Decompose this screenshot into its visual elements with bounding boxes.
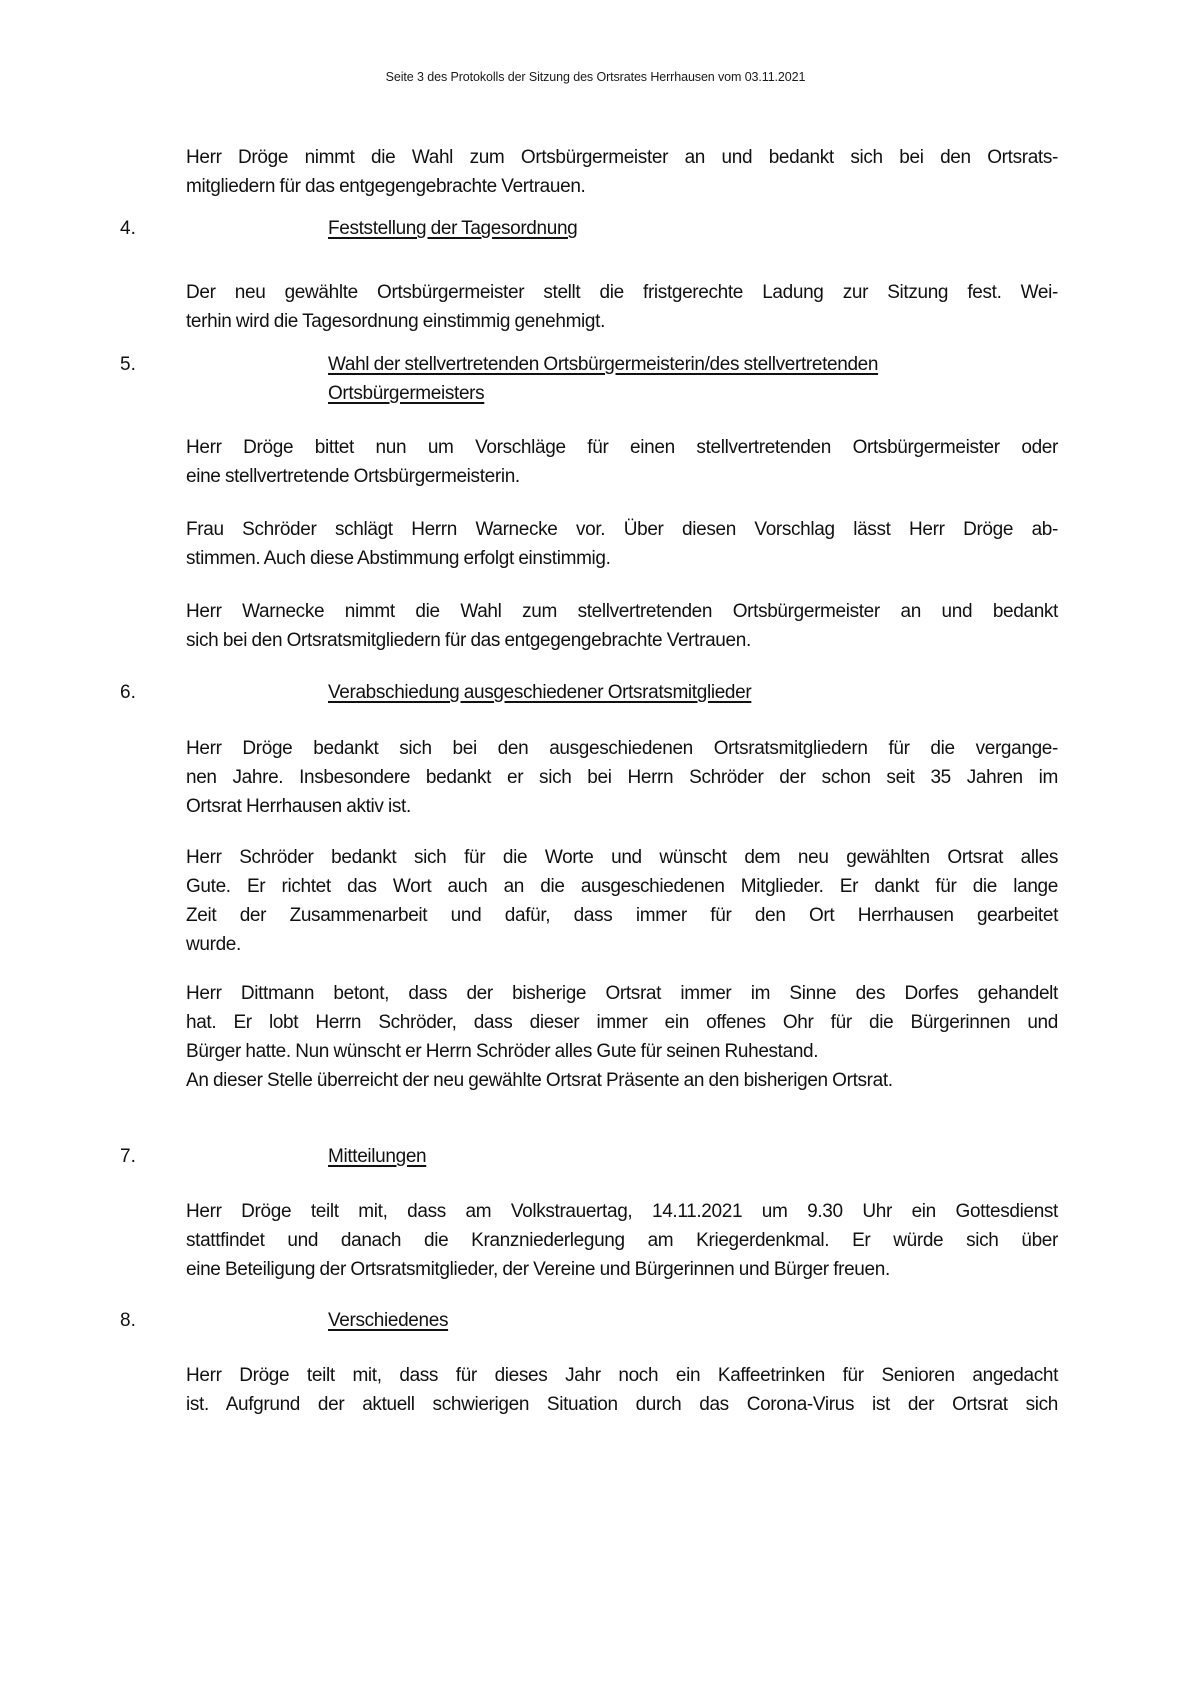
text-line: Zeit der Zusammenarbeit und dafür, dass immer für den Ort Herrhausen gearbeitet — [186, 905, 1058, 926]
text-line: eine Beteiligung der Ortsratsmitglieder, der Vereine und Bürgerinnen und Bürger freuen. — [186, 1259, 890, 1280]
section-title-4 — [328, 214, 577, 243]
text-line: sich bei den Ortsratsmitgliedern für das entgegengebrachte Vertrauen. — [186, 630, 751, 651]
text-line: stattfindet und danach die Kranzniederlegung am Kriegerdenkmal. Er würde sich über — [186, 1230, 1058, 1251]
section-number-8: 8. — [120, 1310, 136, 1331]
section-6-paragraph-1 — [186, 734, 1058, 821]
text-line: Ortsrat Herrhausen aktiv ist. — [186, 796, 411, 817]
text-line: ist. Aufgrund der aktuell schwierigen Situation durch das Corona-Virus ist der Ortsrat sich — [186, 1394, 1058, 1415]
section-4-paragraph-1 — [186, 278, 1058, 336]
text-line: Herr Dröge teilt mit, dass für dieses Jahr noch ein Kaffeetrinken für Senioren angedacht — [186, 1365, 1058, 1386]
text-line: Herr Dröge teilt mit, dass am Volkstrauertag, 14.11.2021 um 9.30 Uhr ein Gottesdienst — [186, 1201, 1058, 1222]
section-heading: Mitteilungen — [328, 1146, 427, 1167]
section-title-5 — [328, 350, 878, 408]
text-line: Herr Schröder bedankt sich für die Worte und wünscht dem neu gewählten Ortsrat alles — [186, 847, 1058, 868]
text-line: Frau Schröder schlägt Herrn Warnecke vor. Über diesen Vorschlag lässt Herr Dröge ab- — [186, 519, 1058, 540]
section-title-7 — [328, 1142, 426, 1171]
section-6-paragraph-2 — [186, 843, 1058, 959]
text-line: stimmen. Auch diese Abstimmung erfolgt einstimmig. — [186, 548, 611, 569]
text-line: Der neu gewählte Ortsbürgermeister stellt die fristgerechte Ladung zur Sitzung fest. Wei- — [186, 282, 1058, 303]
text-line: An dieser Stelle überreicht der neu gewählte Ortsrat Präsente an den bisherigen Ortsrat. — [186, 1070, 893, 1091]
text-line: Herr Dröge bedankt sich bei den ausgeschiedenen Ortsratsmitgliedern für die vergange- — [186, 738, 1058, 759]
section-heading: Ortsbürgermeisters — [328, 383, 485, 404]
text-line: eine stellvertretende Ortsbürgermeisterin. — [186, 466, 520, 487]
section-6-paragraph-3 — [186, 979, 1058, 1095]
text-line: wurde. — [186, 934, 241, 955]
section-number-5: 5. — [120, 354, 136, 375]
text-line: terhin wird die Tagesordnung einstimmig genehmigt. — [186, 311, 606, 332]
section-heading: Feststellung der Tagesordnung — [328, 218, 578, 239]
text-line: Gute. Er richtet das Wort auch an die ausgeschiedenen Mitglieder. Er dankt für die lange — [186, 876, 1058, 897]
text-line: hat. Er lobt Herrn Schröder, dass dieser immer ein offenes Ohr für die Bürgerinnen und — [186, 1012, 1058, 1033]
section-heading: Wahl der stellvertretenden Ortsbürgermeisterin/des stellvertretenden — [328, 354, 879, 375]
section-5-paragraph-3 — [186, 597, 1058, 655]
section-number-7: 7. — [120, 1146, 136, 1167]
section-5-paragraph-1 — [186, 433, 1058, 491]
section-5-paragraph-2 — [186, 515, 1058, 573]
text-line: nen Jahre. Insbesondere bedankt er sich bei Herrn Schröder der schon seit 35 Jahren im — [186, 767, 1058, 788]
intro-paragraph — [186, 143, 1058, 201]
section-7-paragraph-1 — [186, 1197, 1058, 1284]
page-header: Seite 3 des Protokolls der Sitzung des Ortsrates Herrhausen vom 03.11.2021 — [385, 70, 806, 84]
section-number-4: 4. — [120, 218, 136, 239]
section-heading: Verschiedenes — [328, 1310, 449, 1331]
section-number-6: 6. — [120, 682, 136, 703]
section-title-6 — [328, 678, 751, 707]
section-heading: Verabschiedung ausgeschiedener Ortsratsmitglieder — [328, 682, 752, 703]
text-line: Bürger hatte. Nun wünscht er Herrn Schröder alles Gute für seinen Ruhestand. — [186, 1041, 819, 1062]
text-line: Herr Dittmann betont, dass der bisherige Ortsrat immer im Sinne des Dorfes gehandelt — [186, 983, 1058, 1004]
text-line: Herr Dröge nimmt die Wahl zum Ortsbürgermeister an und bedankt sich bei den Ortsrats- — [186, 147, 1058, 168]
text-line: mitgliedern für das entgegengebrachte Vertrauen. — [186, 176, 586, 197]
section-8-paragraph-1 — [186, 1361, 1058, 1419]
text-line: Herr Dröge bittet nun um Vorschläge für einen stellvertretenden Ortsbürgermeister oder — [186, 437, 1058, 458]
section-title-8 — [328, 1306, 448, 1335]
text-line: Herr Warnecke nimmt die Wahl zum stellvertretenden Ortsbürgermeister an und bedankt — [186, 601, 1058, 622]
